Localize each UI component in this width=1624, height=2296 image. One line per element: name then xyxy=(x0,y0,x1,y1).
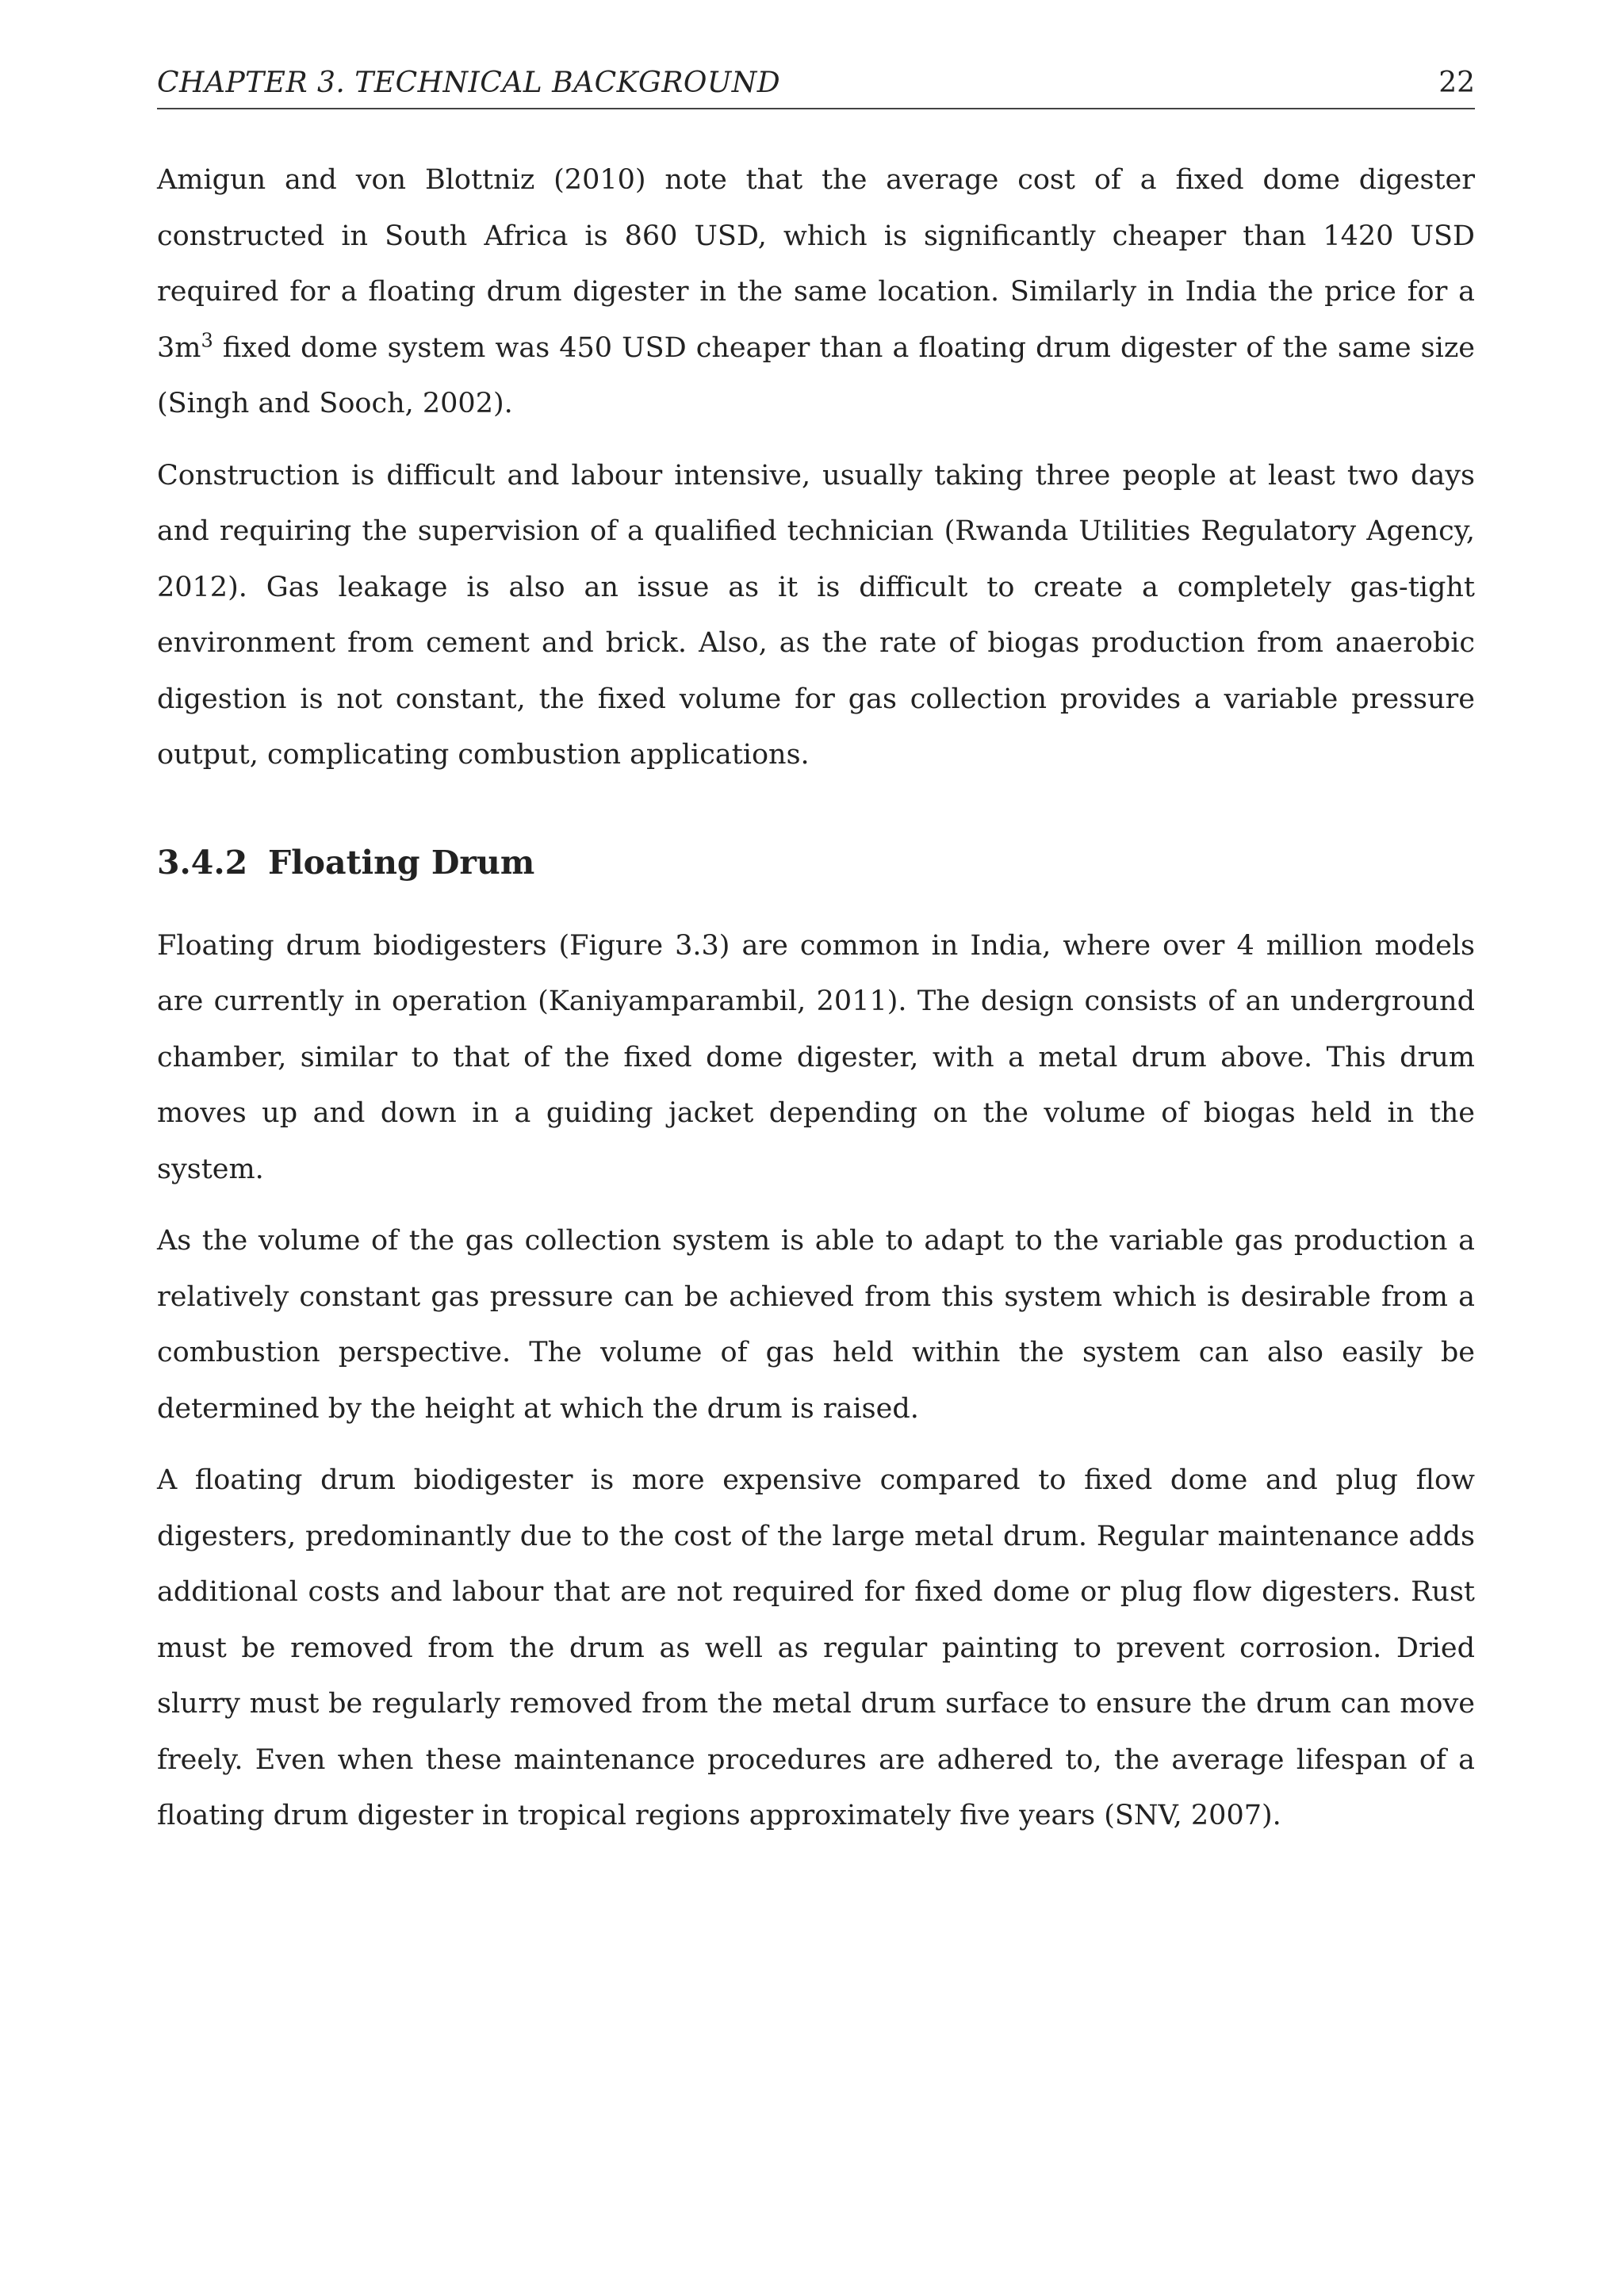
page-number: 22 xyxy=(1438,67,1475,99)
section-heading xyxy=(157,840,1475,885)
section-number: 3.4.2 xyxy=(157,843,248,882)
paragraph-text: Amigun and von Blottniz (2010) note that the average cost of a fixed dome digester constructed in South Africa is 860 USD, which is significantly cheaper than 1420 USD required for a floating drum digester in the same location. Similarly in India the price for a 3m xyxy=(157,164,1475,364)
page-header xyxy=(157,63,1475,109)
superscript: 3 xyxy=(201,328,213,351)
paragraph-cost-maintenance: A floating drum biodigester is more expensive compared to fixed dome and plug flow digesters, predominantly due to the cost of the large metal drum. Regular maintenance adds additional costs and labour that are not required for fixed dome or plug flow digesters. Rust must be removed from the drum as well as regular painting to prevent corrosion. Dried slurry must be regularly removed from the metal drum surface to ensure the drum can move freely. Even when these maintenance procedures are adhered to, the average lifespan of a floating drum digester in tropical regions approximately five years (SNV, 2007). xyxy=(157,1464,1475,1831)
paragraph-construction: Construction is difficult and labour intensive, usually taking three people at least two days and requiring the supervision of a qualified technician (Rwanda Utilities Regulatory Agency, 2012). Gas leakage is also an issue as it is difficult to create a completely gas-tight environment from cement and brick. Also, as the rate of biogas production from anaerobic digestion is not constant, the fixed volume for gas collection provides a variable pressure output, complicating combustion applications. xyxy=(157,459,1475,771)
paragraph-floating-drum-intro: Floating drum biodigesters (Figure 3.3) are common in India, where over 4 million models are currently in operation (Kaniyamparambil, 2011). The design consists of an underground chamber, similar to that of the fixed dome digester, with a metal drum above. This drum moves up and down in a guiding jacket depending on the volume of biogas held in the system. xyxy=(157,929,1475,1185)
section-title: Floating Drum xyxy=(268,843,535,882)
paragraph-text: fixed dome system was 450 USD cheaper than a floating drum digester of the same size (Singh and Sooch, 2002). xyxy=(157,331,1475,419)
chapter-title: CHAPTER 3. TECHNICAL BACKGROUND xyxy=(157,67,781,99)
paragraph-gas-pressure: As the volume of the gas collection system is able to adapt to the variable gas production a relatively constant gas pressure can be achieved from this system which is desirable from a combustion perspective. The volume of gas held within the system can also easily be determined by the height at which the drum is raised. xyxy=(157,1225,1475,1425)
page-body xyxy=(157,152,1475,1860)
paragraph-cost-comparison xyxy=(157,152,1475,432)
